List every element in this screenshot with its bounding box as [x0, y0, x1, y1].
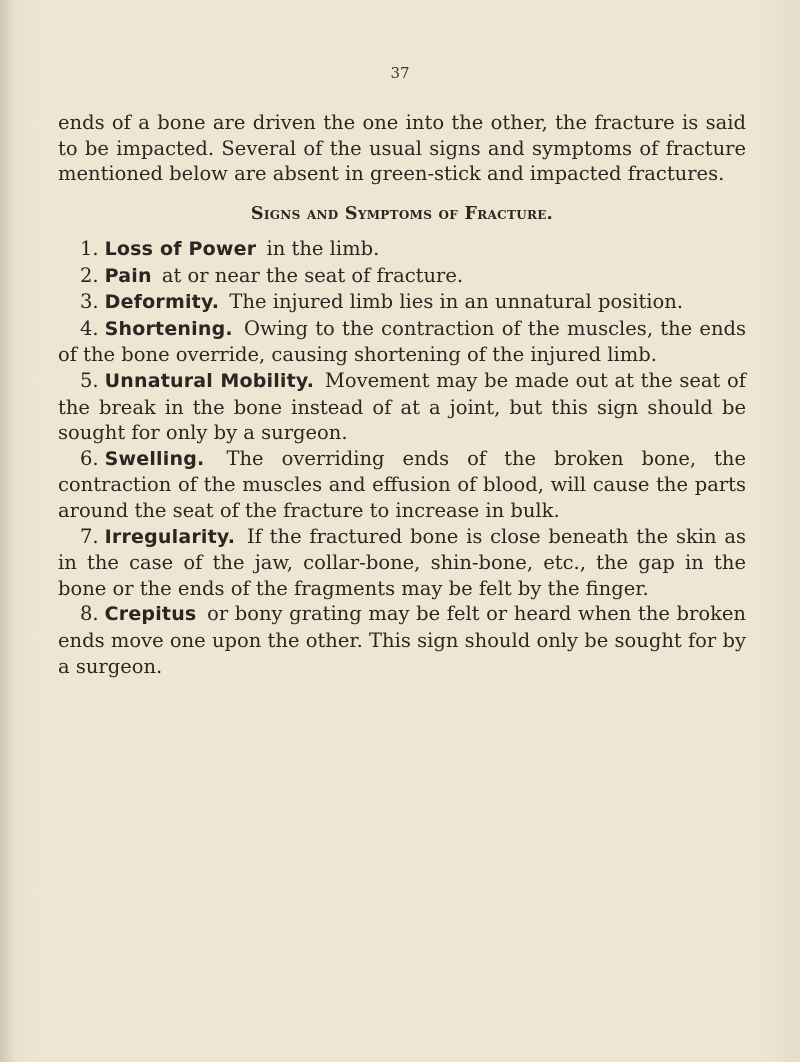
list-item — [58, 289, 746, 316]
item-term: Deformity. — [104, 291, 220, 314]
item-text: The overriding ends of the broken bone, the contraction of the muscles and effusion of blood, will cause the parts around the seat of the fracture to increase in bulk. — [58, 446, 747, 522]
item-term: Unnatural Mobility. — [104, 369, 315, 392]
page-gutter — [0, 0, 12, 1062]
item-text: in the limb. — [266, 237, 380, 260]
item-number: 8. — [80, 602, 99, 626]
list-item — [58, 368, 746, 446]
item-text: or bony grating may be felt or heard when the broken ends move one upon the other. This sign should only be sought for by a surgeon. — [58, 602, 746, 678]
item-term: Shortening. — [104, 317, 233, 340]
item-number: 7. — [80, 524, 99, 548]
list-item — [58, 316, 746, 368]
section-heading: Signs and Symptoms of Fracture. — [250, 204, 554, 224]
list-item — [58, 524, 746, 602]
item-number: 4. — [80, 316, 99, 340]
list-item — [58, 601, 746, 679]
page-number: 37 — [390, 64, 410, 82]
item-term: Pain — [104, 264, 152, 287]
list-item — [58, 263, 746, 290]
item-term: Swelling. — [104, 447, 205, 470]
item-number: 1. — [80, 237, 99, 260]
intro-paragraph: ends of a bone are driven the one into the other, the fracture is said to be impacted. Several of the usual signs and symptoms of fracture mentioned below are absent in green-stick and impacted fractures. — [58, 111, 746, 186]
signs-list — [58, 236, 746, 679]
item-number: 2. — [80, 263, 99, 287]
item-text: at or near the seat of fracture. — [161, 263, 464, 287]
item-text: If the fractured bone is close beneath the skin as in the case of the jaw, collar-bone, shin-bone, etc., the gap in the bone or the ends of the fragments may be felt by the finger. — [58, 524, 746, 600]
item-number: 6. — [80, 446, 99, 470]
item-number: 3. — [80, 290, 99, 314]
item-number: 5. — [80, 368, 99, 392]
list-item — [58, 236, 746, 263]
item-text: Owing to the contraction of the muscles, the ends of the bone override, causing shortening of the injured limb. — [58, 316, 746, 367]
item-term: Loss of Power — [104, 238, 257, 260]
list-item — [58, 446, 746, 524]
item-term: Irregularity. — [104, 525, 236, 548]
item-text: The injured limb lies in an unnatural position. — [229, 290, 684, 314]
item-term: Crepitus — [104, 603, 197, 626]
item-text: Movement may be made out at the seat of the break in the bone instead of at a joint, but this sign should be sought for only by a surgeon. — [58, 368, 746, 445]
